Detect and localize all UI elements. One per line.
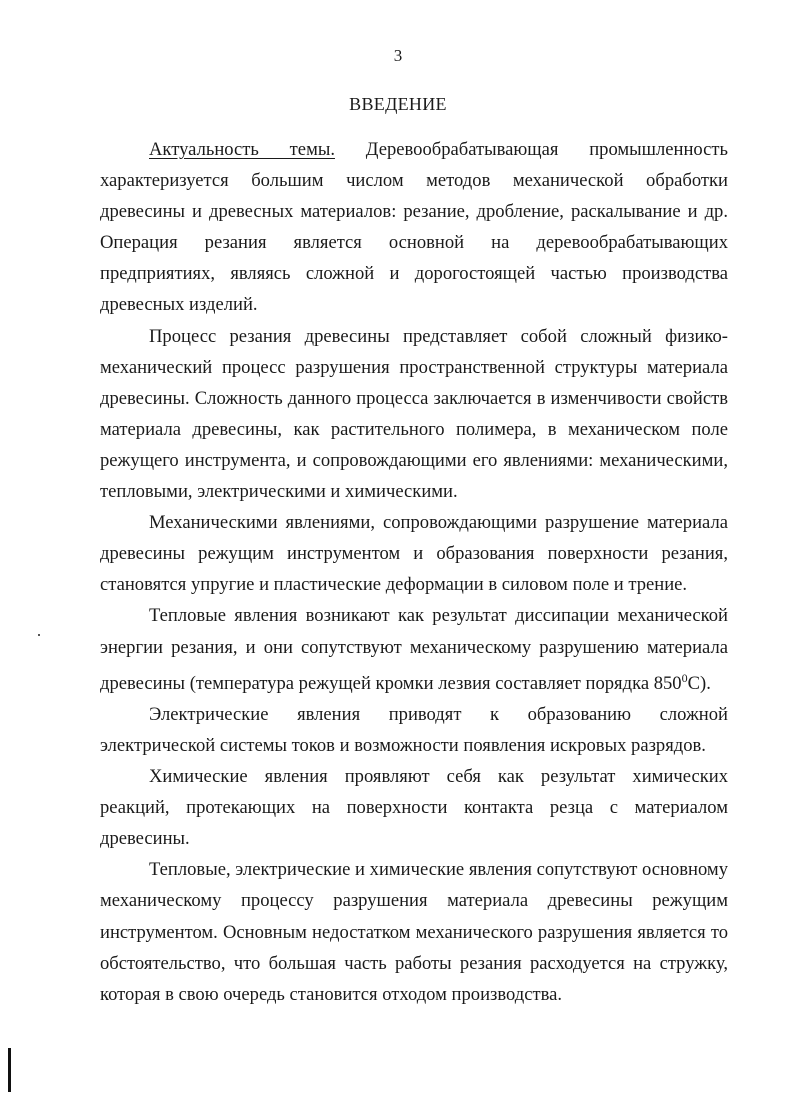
paragraph-summary	[100, 854, 728, 1009]
paragraph-text: Тепловые явления возникают как результат диссипации механической энергии резания, и они сопутствуют механическому разрушению материала древесины (температура режущей кромки лезвия составляет порядка 850	[100, 605, 728, 694]
scan-speck	[38, 634, 40, 636]
paragraph-cutting-process	[100, 321, 728, 508]
paragraph-thermal	[100, 600, 728, 698]
paragraph-text: Деревообрабатывающая промышленность характеризуется большим числом методов механической обработки древесины и древесных материалов: резание, дробление, раскалывание и др. Операция резания является основной на деревообрабатывающих предприятиях, являясь сложной и дорогостоящей частью производства древесных изделий.	[100, 139, 729, 316]
paragraph-chemical	[100, 761, 728, 854]
paragraph-text: Механическими явлениями, сопровождающими разрушение материала древесины режущим инструментом и образования поверхности резания, становятся упругие и пластические деформации в силовом поле и трение.	[100, 512, 728, 596]
paragraph-text: Тепловые, электрические и химические явления сопутствуют основному механическому процессу разрушения материала древесины режущим инструментом. Основным недостатком механического разрушения является то обстоятельство, что большая часть работы резания расходуется на стружку, которая в свою очередь становится отходом производства.	[100, 859, 728, 1005]
page-number: 3	[393, 46, 403, 65]
paragraph-text-tail: С).	[687, 672, 711, 694]
paragraph-electrical	[100, 699, 728, 761]
paragraph-text: Процесс резания древесины представляет собой сложный физико-механический процесс разрушения пространственной структуры материала древесины. Сложность данного процесса заключается в изменчивости свойств материала древесины, как растительного полимера, в механическом поле режущего инструмента, и сопровождающими его явлениями: механическими, тепловыми, электрическими и химическими.	[100, 325, 728, 503]
degree-superscript: 0	[681, 670, 688, 685]
body-text	[100, 134, 728, 1010]
paragraph-mechanical	[100, 507, 728, 600]
paragraph-relevance	[100, 134, 728, 321]
relevance-heading: Актуальность темы.	[149, 139, 335, 160]
paragraph-text: Электрические явления приводят к образованию сложной электрической системы токов и возможности появления искровых разрядов.	[100, 703, 728, 756]
paragraph-text: Химические явления проявляют себя как результат химических реакций, протекающих на поверхности контакта резца с материалом древесины.	[100, 766, 728, 850]
section-title: ВВЕДЕНИЕ	[349, 94, 447, 114]
scan-edge-mark	[8, 1048, 11, 1092]
